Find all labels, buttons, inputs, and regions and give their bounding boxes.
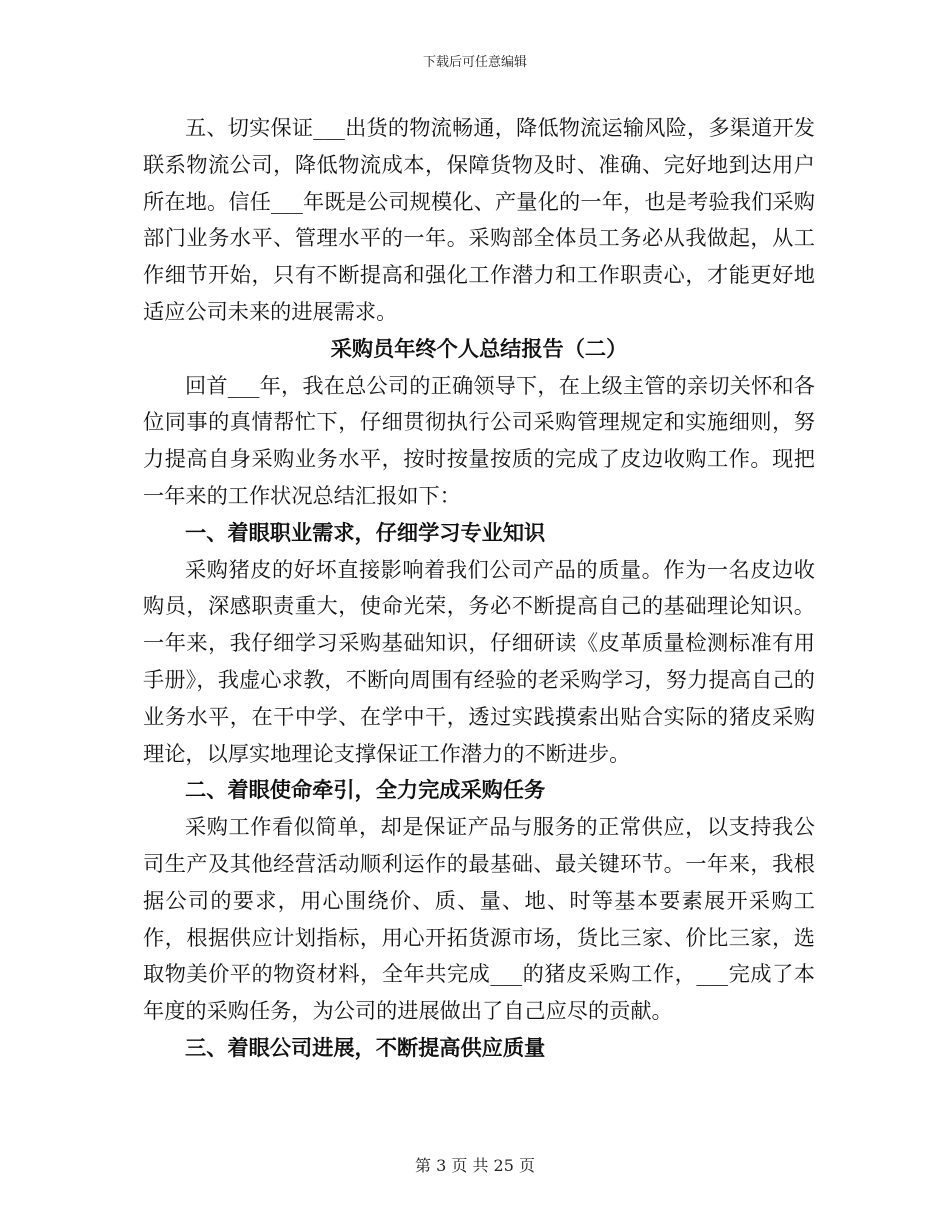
paragraph-logistics: 五、切实保证___出货的物流畅通，降低物流运输风险，多渠道开发联系物流公司，降低物流成本，保障货物及时、准确、完好地到达用户所在地。信任___年既是公司规模化、产量化的一年，也是考验我们采购部门业务水平、管理水平的一年。采购部全体员工务必从我做起，从工作细节开始，只有不断提高和强化工作潜力和工作职责心，才能更好地适应公司未来的进展需求。 [143,115,815,324]
page-header: 下载后可任意编辑 [422,55,527,70]
paragraph-intro: 回首___年，我在总公司的正确领导下，在上级主管的亲切关怀和各位同事的真情帮忙下，仔细贯彻执行公司采购管理规定和实施细则，努力提高自身采购业务水平，按时按量按质的完成了皮边收购工作。现把一年来的工作状况总结汇报如下： [143,372,815,508]
paragraph-study: 采购猪皮的好坏直接影响着我们公司产品的质量。作为一名皮边收购员，深感职责重大，使命光荣，务必不断提高自己的基础理论知识。一年来，我仔细学习采购基础知识，仔细研读《皮革质量检测标准有用手册》，我虚心求教，不断向周围有经验的老采购学习，努力提高自己的业务水平，在干中学、在学中干，透过实践摸索出贴合实际的猪皮采购理论，以厚实地理论支撑保证工作潜力的不断进步。 [143,556,815,766]
heading-2: 二、着眼使命牵引，全力完成采购任务 [185,777,546,803]
document-body [143,110,815,1067]
heading-3: 三、着眼公司进展，不断提高供应质量 [185,1034,546,1060]
heading-1: 一、着眼职业需求，仔细学习专业知识 [185,519,546,545]
page-footer: 第 3 页 共 25 页 [415,1156,535,1175]
paragraph-tasks: 采购工作看似简单，却是保证产品与服务的正常供应，以支持我公司生产及其他经营活动顺利运作的最基础、最关键环节。一年来，我根据公司的要求，用心围绕价、质、量、地、时等基本要素展开采购工作，根据供应计划指标，用心开拓货源市场，货比三家、价比三家，选取物美价平的物资材料，全年共完成___的猪皮采购工作，___完成了本年度的采购任务，为公司的进展做出了自己应尽的贡献。 [143,814,815,1024]
section-title: 采购员年终个人总结报告（二） [330,335,628,361]
